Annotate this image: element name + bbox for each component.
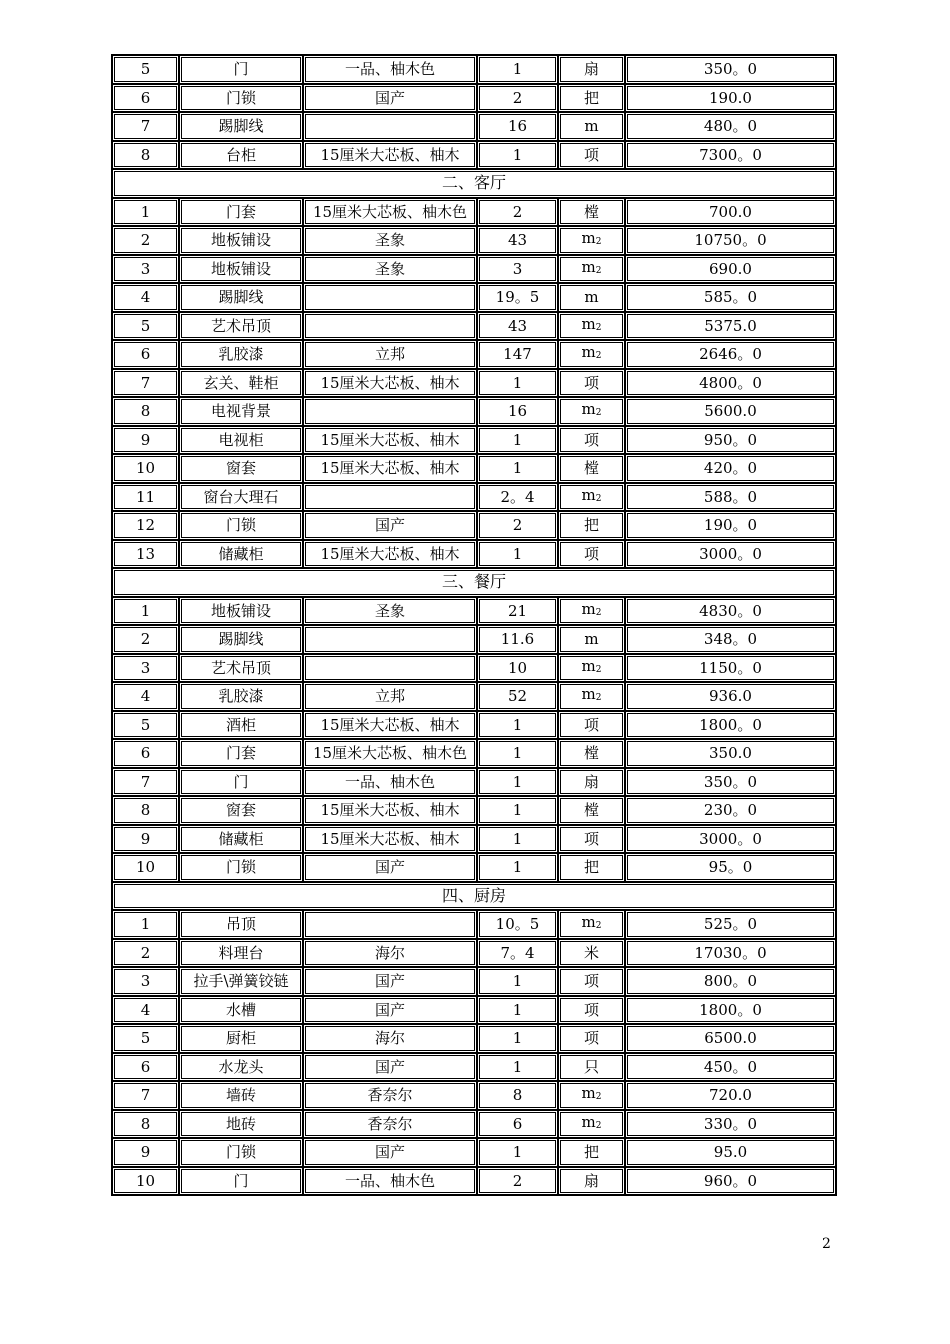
unit-cell: 扇	[558, 1167, 625, 1196]
table-row	[112, 996, 836, 1025]
item-number-cell: 4	[112, 682, 179, 711]
item-name-cell: 门锁	[179, 84, 303, 113]
unit-cell: m2	[558, 597, 625, 626]
amount-cell: 95。0	[625, 853, 836, 882]
quantity-cell: 3	[477, 255, 558, 284]
unit-cell: 项	[558, 540, 625, 569]
item-name-cell: 料理台	[179, 939, 303, 968]
item-name-cell: 台柜	[179, 141, 303, 170]
item-number-cell: 7	[112, 369, 179, 398]
table-row	[112, 540, 836, 569]
material-cell: 国产	[303, 1138, 477, 1167]
table-row	[112, 1053, 836, 1082]
table-row	[112, 283, 836, 312]
quantity-cell: 43	[477, 226, 558, 255]
item-number-cell: 6	[112, 340, 179, 369]
unit-cell: 把	[558, 511, 625, 540]
material-cell	[303, 397, 477, 426]
quantity-cell: 2。4	[477, 483, 558, 512]
amount-cell: 1800。0	[625, 711, 836, 740]
item-name-cell: 拉手\弹簧铰链	[179, 967, 303, 996]
item-number-cell: 3	[112, 255, 179, 284]
unit-cell: 扇	[558, 55, 625, 84]
page-number: 2	[822, 1236, 831, 1252]
amount-cell: 10750。0	[625, 226, 836, 255]
material-cell: 圣象	[303, 597, 477, 626]
table-row	[112, 198, 836, 227]
amount-cell: 420。0	[625, 454, 836, 483]
unit-cell: 把	[558, 1138, 625, 1167]
table-row	[112, 483, 836, 512]
item-number-cell: 10	[112, 853, 179, 882]
item-number-cell: 6	[112, 739, 179, 768]
item-number-cell: 2	[112, 625, 179, 654]
amount-cell: 350.0	[625, 739, 836, 768]
amount-cell: 3000。0	[625, 825, 836, 854]
quantity-cell: 1	[477, 1138, 558, 1167]
table-row	[112, 625, 836, 654]
amount-cell: 1800。0	[625, 996, 836, 1025]
amount-cell: 5375.0	[625, 312, 836, 341]
item-number-cell: 7	[112, 768, 179, 797]
item-name-cell: 储藏柜	[179, 540, 303, 569]
quantity-cell: 21	[477, 597, 558, 626]
material-cell: 香奈尔	[303, 1110, 477, 1139]
unit-cell: m2	[558, 397, 625, 426]
unit-cell: m2	[558, 1081, 625, 1110]
item-number-cell: 9	[112, 825, 179, 854]
quantity-cell: 1	[477, 369, 558, 398]
material-cell: 立邦	[303, 340, 477, 369]
table-row	[112, 654, 836, 683]
item-number-cell: 8	[112, 397, 179, 426]
material-cell	[303, 910, 477, 939]
quantity-cell: 16	[477, 112, 558, 141]
quantity-cell: 1	[477, 853, 558, 882]
material-cell: 15厘米大芯板、柚木色	[303, 198, 477, 227]
table-row	[112, 825, 836, 854]
table-row	[112, 1167, 836, 1196]
table-row	[112, 454, 836, 483]
item-name-cell: 窗台大理石	[179, 483, 303, 512]
quantity-cell: 7。4	[477, 939, 558, 968]
material-cell: 15厘米大芯板、柚木	[303, 369, 477, 398]
table-row	[112, 939, 836, 968]
table-row	[112, 910, 836, 939]
item-number-cell: 4	[112, 996, 179, 1025]
quantity-cell: 1	[477, 996, 558, 1025]
section-header-row	[112, 169, 836, 198]
table-row	[112, 369, 836, 398]
material-cell: 海尔	[303, 1024, 477, 1053]
item-number-cell: 5	[112, 711, 179, 740]
item-number-cell: 5	[112, 1024, 179, 1053]
quantity-cell: 1	[477, 426, 558, 455]
item-name-cell: 踢脚线	[179, 625, 303, 654]
amount-cell: 720.0	[625, 1081, 836, 1110]
material-cell	[303, 112, 477, 141]
table-row	[112, 426, 836, 455]
table-row	[112, 1081, 836, 1110]
item-number-cell: 6	[112, 84, 179, 113]
material-cell: 15厘米大芯板、柚木	[303, 825, 477, 854]
table-row	[112, 853, 836, 882]
quantity-cell: 16	[477, 397, 558, 426]
material-cell: 国产	[303, 511, 477, 540]
budget-table-body	[112, 55, 836, 1195]
item-name-cell: 踢脚线	[179, 283, 303, 312]
table-row	[112, 84, 836, 113]
material-cell	[303, 654, 477, 683]
material-cell: 一品、柚木色	[303, 1167, 477, 1196]
quantity-cell: 10	[477, 654, 558, 683]
unit-cell: m2	[558, 255, 625, 284]
item-number-cell: 7	[112, 112, 179, 141]
amount-cell: 350。0	[625, 768, 836, 797]
table-row	[112, 796, 836, 825]
amount-cell: 230。0	[625, 796, 836, 825]
item-number-cell: 8	[112, 141, 179, 170]
amount-cell: 480。0	[625, 112, 836, 141]
item-name-cell: 窗套	[179, 796, 303, 825]
item-name-cell: 艺术吊顶	[179, 654, 303, 683]
table-row	[112, 711, 836, 740]
material-cell: 国产	[303, 967, 477, 996]
item-name-cell: 踢脚线	[179, 112, 303, 141]
section-title: 二、客厅	[112, 169, 836, 198]
unit-cell: m	[558, 112, 625, 141]
amount-cell: 6500.0	[625, 1024, 836, 1053]
material-cell: 国产	[303, 853, 477, 882]
item-name-cell: 吊顶	[179, 910, 303, 939]
item-name-cell: 电视柜	[179, 426, 303, 455]
item-number-cell: 9	[112, 426, 179, 455]
amount-cell: 690.0	[625, 255, 836, 284]
unit-cell: m2	[558, 654, 625, 683]
quantity-cell: 2	[477, 84, 558, 113]
quantity-cell: 1	[477, 739, 558, 768]
quantity-cell: 1	[477, 711, 558, 740]
item-number-cell: 3	[112, 654, 179, 683]
quantity-cell: 8	[477, 1081, 558, 1110]
quantity-cell: 1	[477, 454, 558, 483]
unit-cell: m2	[558, 226, 625, 255]
unit-cell: m2	[558, 312, 625, 341]
item-number-cell: 10	[112, 454, 179, 483]
quantity-cell: 2	[477, 1167, 558, 1196]
unit-cell: m2	[558, 483, 625, 512]
amount-cell: 95.0	[625, 1138, 836, 1167]
material-cell: 一品、柚木色	[303, 55, 477, 84]
item-number-cell: 11	[112, 483, 179, 512]
material-cell: 国产	[303, 996, 477, 1025]
item-name-cell: 门	[179, 55, 303, 84]
item-name-cell: 艺术吊顶	[179, 312, 303, 341]
material-cell: 15厘米大芯板、柚木	[303, 141, 477, 170]
amount-cell: 960。0	[625, 1167, 836, 1196]
unit-cell: 把	[558, 84, 625, 113]
unit-cell: 项	[558, 369, 625, 398]
item-number-cell: 1	[112, 198, 179, 227]
item-number-cell: 12	[112, 511, 179, 540]
amount-cell: 348。0	[625, 625, 836, 654]
amount-cell: 5600.0	[625, 397, 836, 426]
material-cell: 15厘米大芯板、柚木	[303, 711, 477, 740]
unit-cell: m2	[558, 340, 625, 369]
quantity-cell: 2	[477, 198, 558, 227]
amount-cell: 190。0	[625, 511, 836, 540]
item-name-cell: 储藏柜	[179, 825, 303, 854]
amount-cell: 588。0	[625, 483, 836, 512]
amount-cell: 936.0	[625, 682, 836, 711]
unit-cell: 项	[558, 967, 625, 996]
table-row	[112, 112, 836, 141]
item-name-cell: 门锁	[179, 1138, 303, 1167]
table-row	[112, 255, 836, 284]
quantity-cell: 19。5	[477, 283, 558, 312]
material-cell: 15厘米大芯板、柚木	[303, 454, 477, 483]
unit-cell: 樘	[558, 739, 625, 768]
amount-cell: 330。0	[625, 1110, 836, 1139]
quantity-cell: 1	[477, 825, 558, 854]
item-number-cell: 7	[112, 1081, 179, 1110]
amount-cell: 190.0	[625, 84, 836, 113]
unit-cell: m2	[558, 682, 625, 711]
unit-cell: 樘	[558, 198, 625, 227]
material-cell	[303, 625, 477, 654]
quantity-cell: 1	[477, 1053, 558, 1082]
unit-cell: 只	[558, 1053, 625, 1082]
item-name-cell: 窗套	[179, 454, 303, 483]
table-row	[112, 739, 836, 768]
quantity-cell: 11.6	[477, 625, 558, 654]
item-name-cell: 门锁	[179, 511, 303, 540]
item-name-cell: 墙砖	[179, 1081, 303, 1110]
item-name-cell: 门锁	[179, 853, 303, 882]
unit-cell: 米	[558, 939, 625, 968]
table-row	[112, 141, 836, 170]
table-row	[112, 1138, 836, 1167]
amount-cell: 525。0	[625, 910, 836, 939]
table-row	[112, 682, 836, 711]
material-cell	[303, 312, 477, 341]
table-row	[112, 768, 836, 797]
material-cell: 国产	[303, 84, 477, 113]
budget-table	[111, 54, 837, 1196]
item-name-cell: 门套	[179, 739, 303, 768]
item-name-cell: 玄关、鞋柜	[179, 369, 303, 398]
amount-cell: 700.0	[625, 198, 836, 227]
item-number-cell: 6	[112, 1053, 179, 1082]
section-title: 三、餐厅	[112, 568, 836, 597]
unit-cell: 项	[558, 996, 625, 1025]
material-cell: 国产	[303, 1053, 477, 1082]
amount-cell: 4800。0	[625, 369, 836, 398]
amount-cell: 350。0	[625, 55, 836, 84]
unit-cell: 樘	[558, 454, 625, 483]
material-cell	[303, 483, 477, 512]
unit-cell: 项	[558, 426, 625, 455]
item-number-cell: 3	[112, 967, 179, 996]
material-cell: 立邦	[303, 682, 477, 711]
item-name-cell: 水槽	[179, 996, 303, 1025]
unit-cell: 扇	[558, 768, 625, 797]
unit-cell: m2	[558, 910, 625, 939]
amount-cell: 3000。0	[625, 540, 836, 569]
material-cell: 15厘米大芯板、柚木	[303, 426, 477, 455]
amount-cell: 2646。0	[625, 340, 836, 369]
item-number-cell: 1	[112, 910, 179, 939]
item-name-cell: 地板铺设	[179, 597, 303, 626]
material-cell: 15厘米大芯板、柚木	[303, 796, 477, 825]
quantity-cell: 52	[477, 682, 558, 711]
unit-cell: m	[558, 283, 625, 312]
unit-cell: 项	[558, 1024, 625, 1053]
unit-cell: 项	[558, 711, 625, 740]
table-row	[112, 511, 836, 540]
quantity-cell: 1	[477, 967, 558, 996]
amount-cell: 950。0	[625, 426, 836, 455]
item-number-cell: 5	[112, 55, 179, 84]
item-name-cell: 地砖	[179, 1110, 303, 1139]
quantity-cell: 1	[477, 141, 558, 170]
item-number-cell: 4	[112, 283, 179, 312]
unit-cell: 项	[558, 825, 625, 854]
item-name-cell: 门套	[179, 198, 303, 227]
item-name-cell: 乳胶漆	[179, 682, 303, 711]
section-title: 四、厨房	[112, 882, 836, 911]
unit-cell: 项	[558, 141, 625, 170]
amount-cell: 7300。0	[625, 141, 836, 170]
quantity-cell: 43	[477, 312, 558, 341]
table-row	[112, 340, 836, 369]
table-row	[112, 55, 836, 84]
amount-cell: 17030。0	[625, 939, 836, 968]
item-name-cell: 地板铺设	[179, 226, 303, 255]
item-name-cell: 水龙头	[179, 1053, 303, 1082]
item-number-cell: 10	[112, 1167, 179, 1196]
item-number-cell: 8	[112, 796, 179, 825]
item-number-cell: 5	[112, 312, 179, 341]
item-name-cell: 门	[179, 768, 303, 797]
quantity-cell: 2	[477, 511, 558, 540]
quantity-cell: 10。5	[477, 910, 558, 939]
amount-cell: 585。0	[625, 283, 836, 312]
item-name-cell: 乳胶漆	[179, 340, 303, 369]
item-name-cell: 电视背景	[179, 397, 303, 426]
table-row	[112, 312, 836, 341]
item-name-cell: 门	[179, 1167, 303, 1196]
item-name-cell: 地板铺设	[179, 255, 303, 284]
unit-cell: 把	[558, 853, 625, 882]
material-cell: 15厘米大芯板、柚木	[303, 540, 477, 569]
amount-cell: 1150。0	[625, 654, 836, 683]
unit-cell: m	[558, 625, 625, 654]
unit-cell: m2	[558, 1110, 625, 1139]
section-header-row	[112, 568, 836, 597]
table-row	[112, 397, 836, 426]
quantity-cell: 1	[477, 55, 558, 84]
item-number-cell: 1	[112, 597, 179, 626]
table-row	[112, 967, 836, 996]
quantity-cell: 1	[477, 768, 558, 797]
material-cell	[303, 283, 477, 312]
table-row	[112, 597, 836, 626]
item-number-cell: 8	[112, 1110, 179, 1139]
item-name-cell: 厨柜	[179, 1024, 303, 1053]
amount-cell: 800。0	[625, 967, 836, 996]
material-cell: 香奈尔	[303, 1081, 477, 1110]
unit-cell: 樘	[558, 796, 625, 825]
material-cell: 圣象	[303, 226, 477, 255]
section-header-row	[112, 882, 836, 911]
item-name-cell: 酒柜	[179, 711, 303, 740]
amount-cell: 4830。0	[625, 597, 836, 626]
quantity-cell: 1	[477, 796, 558, 825]
table-row	[112, 1024, 836, 1053]
table-row	[112, 226, 836, 255]
quantity-cell: 1	[477, 540, 558, 569]
material-cell: 一品、柚木色	[303, 768, 477, 797]
material-cell: 圣象	[303, 255, 477, 284]
amount-cell: 450。0	[625, 1053, 836, 1082]
material-cell: 15厘米大芯板、柚木色	[303, 739, 477, 768]
material-cell: 海尔	[303, 939, 477, 968]
quantity-cell: 1	[477, 1024, 558, 1053]
quantity-cell: 147	[477, 340, 558, 369]
item-number-cell: 9	[112, 1138, 179, 1167]
item-number-cell: 2	[112, 939, 179, 968]
quantity-cell: 6	[477, 1110, 558, 1139]
item-number-cell: 2	[112, 226, 179, 255]
table-row	[112, 1110, 836, 1139]
item-number-cell: 13	[112, 540, 179, 569]
